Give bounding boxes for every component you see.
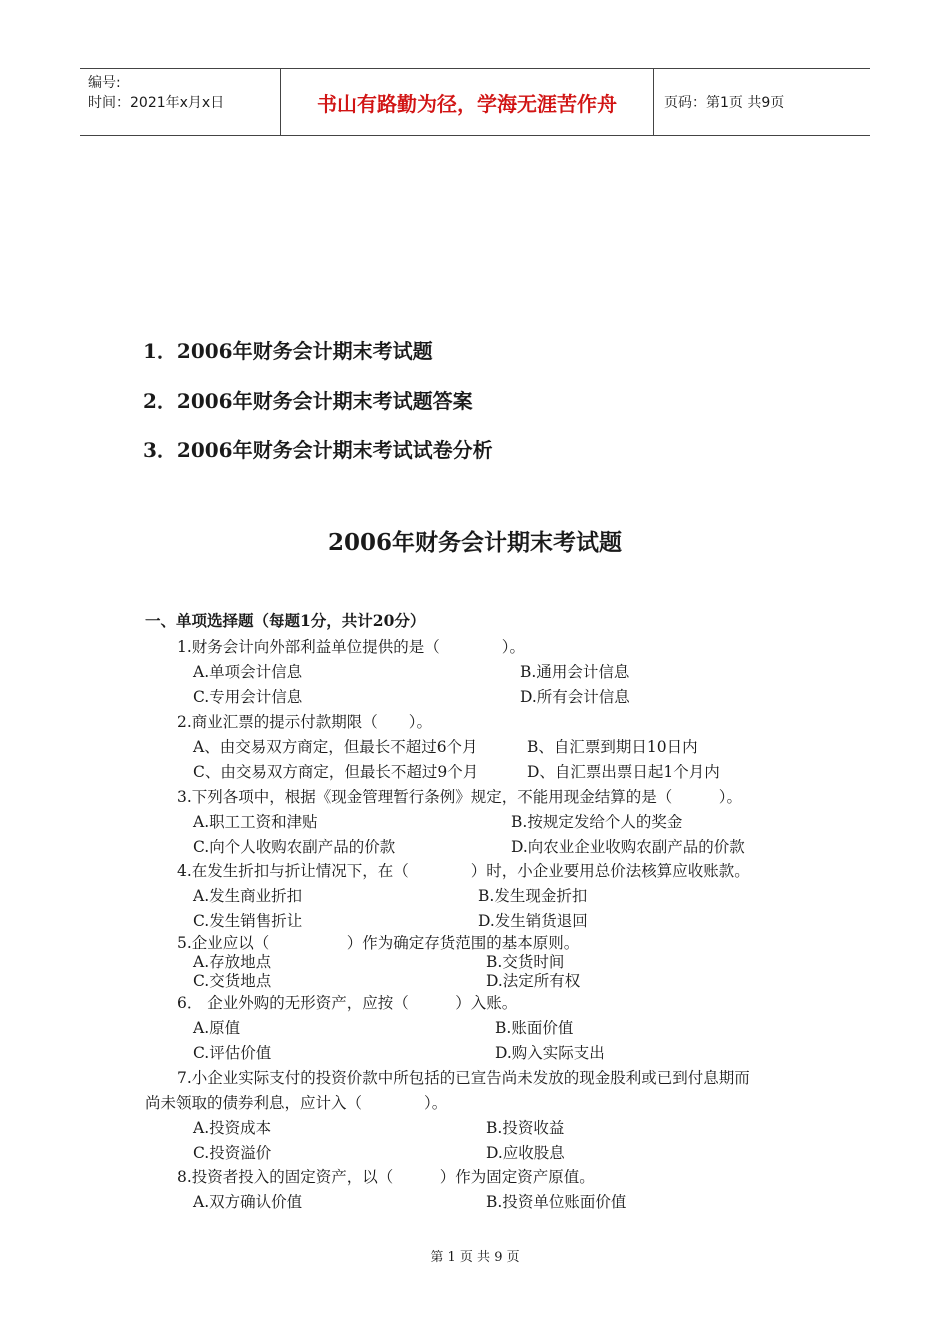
q1-option-d: D.所有会计信息 bbox=[520, 688, 630, 706]
q8-option-a: A.双方确认价值 bbox=[193, 1193, 303, 1211]
q1-option-a: A.单项会计信息 bbox=[193, 663, 303, 681]
q3-option-b: B.按规定发给个人的奖金 bbox=[511, 813, 683, 831]
q3-option-c: C.向个人收购农副产品的价款 bbox=[193, 838, 396, 856]
q6-option-b: B.账面价值 bbox=[495, 1019, 574, 1037]
q7-option-d: D.应收股息 bbox=[486, 1144, 565, 1162]
question-1: 1.财务会计向外部利益单位提供的是（ ）。 bbox=[177, 638, 526, 656]
time-label: 时间：2021年x月x日 bbox=[88, 95, 225, 111]
question-7: 7.小企业实际支付的投资价款中所包括的已宣告尚未发放的现金股利或已到付息期而 bbox=[177, 1069, 750, 1087]
q1-option-b: B.通用会计信息 bbox=[520, 663, 630, 681]
code-label: 编号: bbox=[88, 75, 121, 91]
q3-option-a: A.职工工资和津贴 bbox=[193, 813, 318, 831]
q2-option-b: B、自汇票到期日10日内 bbox=[527, 738, 698, 756]
page-header bbox=[80, 68, 870, 136]
toc-item-2: 2．2006年财务会计期末考试题答案 bbox=[143, 389, 473, 413]
q7-option-c: C.投资溢价 bbox=[193, 1144, 272, 1162]
section-heading: 一、单项选择题（每题1分，共计20分） bbox=[145, 611, 426, 630]
q1-option-c: C.专用会计信息 bbox=[193, 688, 303, 706]
page-footer: 第 1 页 共 9 页 bbox=[430, 1250, 520, 1265]
q6-option-d: D.购入实际支出 bbox=[495, 1044, 605, 1062]
question-3: 3.下列各项中，根据《现金管理暂行条例》规定，不能用现金结算的是（ ）。 bbox=[177, 788, 743, 806]
q4-option-b: B.发生现金折扣 bbox=[478, 887, 588, 905]
q6-option-a: A.原值 bbox=[193, 1019, 241, 1037]
q4-option-d: D.发生销货退回 bbox=[478, 912, 588, 930]
q2-option-a: A、由交易双方商定，但最长不超过6个月 bbox=[193, 738, 478, 756]
q7-option-a: A.投资成本 bbox=[193, 1119, 272, 1137]
question-7-continued: 尚未领取的债券利息，应计入（ ）。 bbox=[145, 1094, 448, 1112]
page-title: 2006年财务会计期末考试题 bbox=[327, 529, 622, 556]
question-4: 4.在发生折扣与折让情况下，在（ ）时，小企业要用总价法核算应收账款。 bbox=[177, 862, 750, 880]
q5-option-d: D.法定所有权 bbox=[486, 972, 581, 990]
toc-item-1: 1．2006年财务会计期末考试题 bbox=[143, 339, 433, 363]
question-8: 8.投资者投入的固定资产，以（ ）作为固定资产原值。 bbox=[177, 1168, 595, 1186]
q4-option-a: A.发生商业折扣 bbox=[193, 887, 303, 905]
header-motto: 书山有路勤为径，学海无涯苦作舟 bbox=[281, 69, 654, 135]
q5-option-b: B.交货时间 bbox=[486, 953, 565, 971]
toc-item-3: 3．2006年财务会计期末考试试卷分析 bbox=[143, 438, 493, 462]
header-meta bbox=[80, 69, 281, 135]
question-6: 6． 企业外购的无形资产，应按（ ）入账。 bbox=[177, 994, 518, 1012]
q6-option-c: C.评估价值 bbox=[193, 1044, 272, 1062]
q5-option-c: C.交货地点 bbox=[193, 972, 272, 990]
q2-option-c: C、由交易双方商定，但最长不超过9个月 bbox=[193, 763, 479, 781]
q2-option-d: D、自汇票出票日起1个月内 bbox=[527, 763, 720, 781]
q8-option-b: B.投资单位账面价值 bbox=[486, 1193, 627, 1211]
q4-option-c: C.发生销售折让 bbox=[193, 912, 303, 930]
q3-option-d: D.向农业企业收购农副产品的价款 bbox=[511, 838, 745, 856]
q5-option-a: A.存放地点 bbox=[193, 953, 272, 971]
question-2: 2.商业汇票的提示付款期限（ ）。 bbox=[177, 713, 433, 731]
question-5: 5.企业应以（ ）作为确定存货范围的基本原则。 bbox=[177, 934, 580, 952]
header-page-info: 页码：第1页 共9页 bbox=[664, 95, 785, 111]
q7-option-b: B.投资收益 bbox=[486, 1119, 565, 1137]
